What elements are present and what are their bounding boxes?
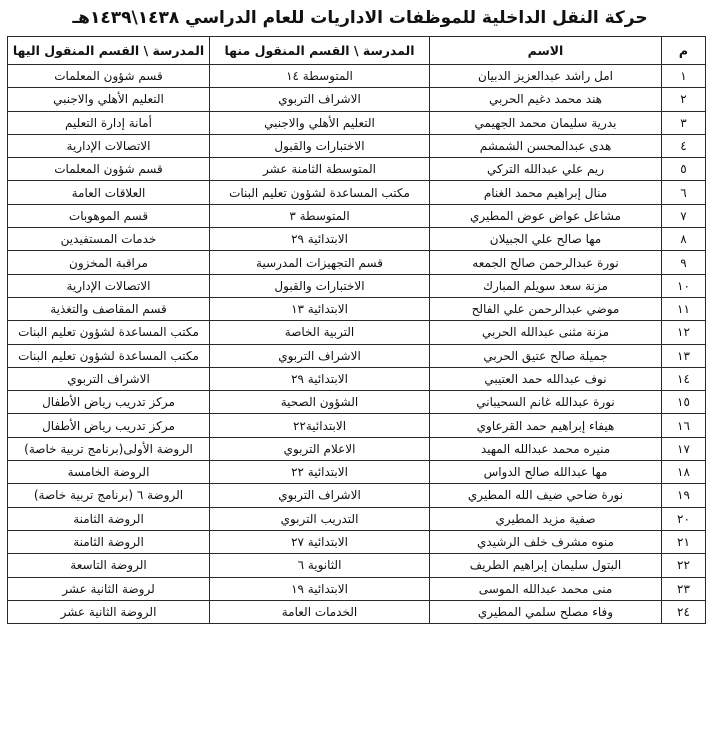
employee-name: مها صالح علي الجبيلان [430,228,662,251]
employee-name: مها عبدالله صالح الدواس [430,461,662,484]
transfer-from: الخدمات العامة [210,600,430,623]
employee-name: وفاء مصلح سلمي المطيري [430,600,662,623]
transfer-from: الاشراف التربوي [210,344,430,367]
row-number: ١٧ [662,437,706,460]
row-number: ١٢ [662,321,706,344]
row-number: ٨ [662,228,706,251]
transfer-to: الروضة الثانية عشر [8,600,210,623]
transfer-from: الثانوية ٦ [210,554,430,577]
employee-name: هند محمد دغيم الحربي [430,88,662,111]
table-row [8,484,706,507]
transfer-from: المتوسطة ٣ [210,204,430,227]
row-number: ٢٣ [662,577,706,600]
transfer-table [7,36,706,624]
row-number: ١٦ [662,414,706,437]
row-number: ٢١ [662,530,706,553]
table-row [8,344,706,367]
employee-name: مشاعل عواض عوض المطيري [430,204,662,227]
employee-name: مزنة سعد سويلم المبارك [430,274,662,297]
row-number: ٣ [662,111,706,134]
table-row [8,274,706,297]
table-row [8,391,706,414]
transfer-to: قسم شؤون المعلمات [8,65,210,88]
row-number: ٢٤ [662,600,706,623]
transfer-from: الاختبارات والقبول [210,274,430,297]
transfer-to: مكتب المساعدة لشؤون تعليم البنات [8,321,210,344]
employee-name: امل راشد عبدالعزيز الدبيان [430,65,662,88]
row-number: ٥ [662,158,706,181]
row-number: ١٨ [662,461,706,484]
table-row [8,65,706,88]
employee-name: ريم علي عبدالله التركي [430,158,662,181]
transfer-from: الاشراف التربوي [210,88,430,111]
table-row [8,554,706,577]
transfer-to: التعليم الأهلي والاجنبي [8,88,210,111]
employee-name: هيفاء إبراهيم حمد القرعاوي [430,414,662,437]
transfer-to: قسم المقاصف والتغذية [8,297,210,320]
transfer-to: مكتب المساعدة لشؤون تعليم البنات [8,344,210,367]
transfer-from: الابتدائية ٢٩ [210,367,430,390]
employee-name: منيره محمد عبدالله المهيد [430,437,662,460]
transfer-to: أمانة إدارة التعليم [8,111,210,134]
transfer-to: العلاقات العامة [8,181,210,204]
transfer-to: الروضة الثامنة [8,530,210,553]
table-row [8,414,706,437]
employee-name: صفية مزيد المطيري [430,507,662,530]
table-row [8,251,706,274]
row-number: ١ [662,65,706,88]
row-number: ١١ [662,297,706,320]
row-number: ١٣ [662,344,706,367]
transfer-from: التربية الخاصة [210,321,430,344]
table-row [8,88,706,111]
employee-name: نورة عبدالرحمن صالح الجمعه [430,251,662,274]
table-row [8,297,706,320]
employee-name: نورة ضاحي ضيف الله المطيري [430,484,662,507]
row-number: ١٤ [662,367,706,390]
transfer-to: الروضة ٦ (برنامج تربية خاصة) [8,484,210,507]
employee-name: جميلة صالح عتيق الحربي [430,344,662,367]
transfer-to: قسم شؤون المعلمات [8,158,210,181]
row-number: ٤ [662,134,706,157]
row-number: ١٥ [662,391,706,414]
transfer-from: الابتدائية٢٢ [210,414,430,437]
table-row [8,134,706,157]
row-number: ١٩ [662,484,706,507]
transfer-from: الابتدائية ٢٩ [210,228,430,251]
transfer-from: قسم التجهيزات المدرسية [210,251,430,274]
header-number: م [662,37,706,65]
header-to: المدرسة \ القسم المنقول اليها [8,37,210,65]
transfer-to: خدمات المستفيدين [8,228,210,251]
header-from: المدرسة \ القسم المنقول منها [210,37,430,65]
table-row [8,181,706,204]
employee-name: منوه مشرف خلف الرشيدي [430,530,662,553]
row-number: ٢ [662,88,706,111]
table-row [8,228,706,251]
transfer-from: المتوسطة الثامنة عشر [210,158,430,181]
transfer-to: مركز تدريب رياض الأطفال [8,414,210,437]
employee-name: منال إبراهيم محمد الغنام [430,181,662,204]
transfer-to: الروضة الثامنة [8,507,210,530]
transfer-to: الروضة التاسعة [8,554,210,577]
transfer-from: الاعلام التربوي [210,437,430,460]
employee-name: هدى عبدالمحسن الشمشم [430,134,662,157]
document-title: حركة النقل الداخلية للموظفات الاداريات للعام الدراسي ١٤٣٨\١٤٣٩هـ [72,8,648,28]
table-row [8,530,706,553]
transfer-to: الروضة الأولى(برنامج تربية خاصة) [8,437,210,460]
employee-name: بدرية سليمان محمد الجهيمي [430,111,662,134]
transfer-from: الابتدائية ٢٧ [210,530,430,553]
row-number: ١٠ [662,274,706,297]
employee-name: موضي عبدالرحمن علي الفالح [430,297,662,320]
table-row [8,111,706,134]
transfer-from: الابتدائية ١٣ [210,297,430,320]
transfer-to: قسم الموهوبات [8,204,210,227]
transfer-to: الروضة الخامسة [8,461,210,484]
table-row [8,437,706,460]
transfer-from: الشؤون الصحية [210,391,430,414]
employee-name: البتول سليمان إبراهيم الطريف [430,554,662,577]
row-number: ٧ [662,204,706,227]
transfer-to: مركز تدريب رياض الأطفال [8,391,210,414]
table-row [8,367,706,390]
employee-name: منى محمد عبدالله الموسى [430,577,662,600]
table-header-row [8,37,706,65]
transfer-from: الاختبارات والقبول [210,134,430,157]
table-row [8,600,706,623]
table-body [8,65,706,624]
transfer-to: الاتصالات الإدارية [8,274,210,297]
transfer-from: الابتدائية ١٩ [210,577,430,600]
transfer-to: لروضة الثانية عشر [8,577,210,600]
transfer-from: التعليم الأهلي والاجنبي [210,111,430,134]
header-name: الاسم [430,37,662,65]
table-row [8,577,706,600]
transfer-from: مكتب المساعدة لشؤون تعليم البنات [210,181,430,204]
transfer-to: مراقبة المخزون [8,251,210,274]
row-number: ٢٢ [662,554,706,577]
row-number: ٢٠ [662,507,706,530]
row-number: ٦ [662,181,706,204]
employee-name: نورة عبدالله غانم السحيباني [430,391,662,414]
transfer-from: الابتدائية ٢٢ [210,461,430,484]
row-number: ٩ [662,251,706,274]
table-row [8,507,706,530]
table-row [8,461,706,484]
table-row [8,321,706,344]
transfer-from: المتوسطة ١٤ [210,65,430,88]
transfer-to: الاشراف التربوي [8,367,210,390]
employee-name: نوف عبدالله حمد العتيبي [430,367,662,390]
transfer-to: الاتصالات الإدارية [8,134,210,157]
table-row [8,158,706,181]
transfer-from: التدريب التربوي [210,507,430,530]
employee-name: مزنة مثنى عبدالله الحربي [430,321,662,344]
transfer-from: الاشراف التربوي [210,484,430,507]
table-row [8,204,706,227]
